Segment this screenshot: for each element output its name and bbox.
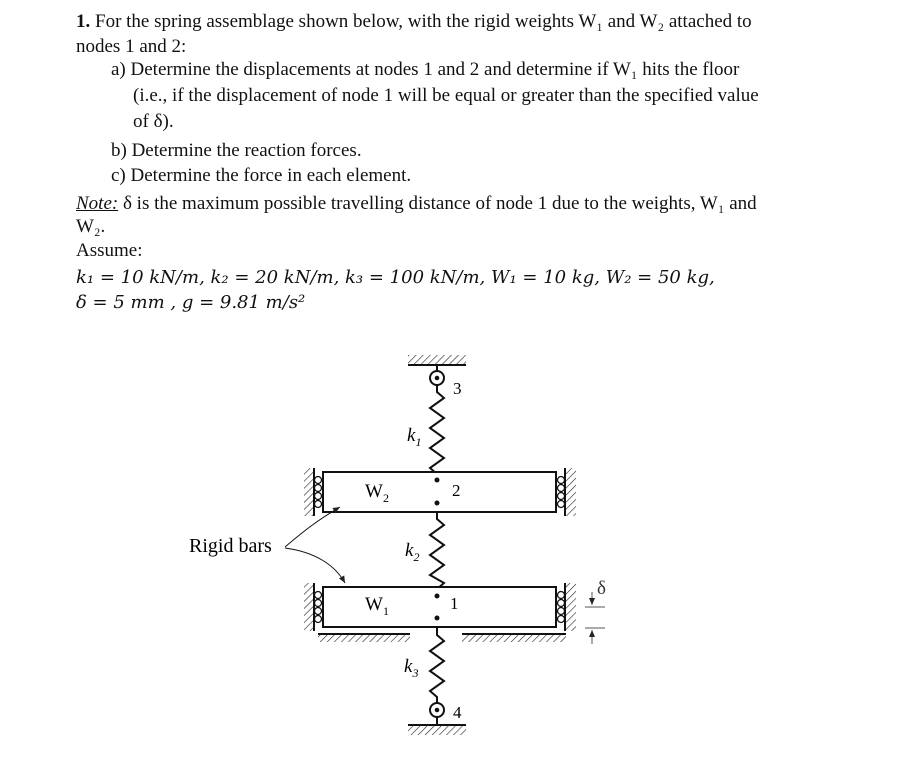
note-line2: W₂. (76, 216, 106, 237)
part-a-line1: a) Determine the displacements at nodes 1 and 2 and determine if W₁ hits the floor (111, 59, 740, 80)
node-4-label: 4 (453, 703, 462, 722)
node-1-dot-lower (435, 616, 440, 621)
spring-k1 (430, 385, 444, 480)
assume-label: Assume: (76, 240, 143, 261)
part-a-line2: (i.e., if the displacement of node 1 will be equal or greater than the specified value (133, 85, 759, 106)
spring-k2 (430, 512, 444, 596)
rigid-bar-w2 (323, 472, 556, 512)
node-2-dot (435, 478, 440, 483)
lower-left-guide (304, 583, 322, 631)
node-2-dot-lower (435, 501, 440, 506)
spring-k3 (430, 627, 444, 703)
problem-intro: For the spring assemblage shown below, with the rigid weights W₁ and W₂ attached to (95, 11, 752, 32)
equation-line2: δ = 5 mm , g = 9.81 m/s² (76, 292, 306, 313)
label-w2: $W_2$ (365, 481, 389, 505)
delta-indicator (585, 592, 605, 644)
upper-right-guide (558, 468, 577, 516)
note-text: δ is the maximum possible travelling distance of node 1 due to the weights, W₁ and (118, 193, 757, 214)
label-k3: $k_3$ (404, 656, 419, 680)
lower-right-guide (558, 583, 577, 631)
problem-intro-line2: nodes 1 and 2: (76, 36, 187, 57)
part-b: b) Determine the reaction forces. (111, 140, 362, 161)
node-1-dot (435, 594, 440, 599)
note-label: Note: (76, 193, 119, 214)
upper-left-guide (304, 468, 322, 516)
leader-to-w1 (285, 548, 345, 583)
label-k2: $k_2$ (405, 540, 420, 564)
rigid-bar-w1 (323, 587, 556, 627)
node-3-label: 3 (453, 379, 462, 398)
label-k1: $k_1$ (407, 425, 422, 449)
problem-number: 1. (76, 11, 91, 32)
part-a-line3: of δ). (133, 111, 174, 132)
label-w1: $W_1$ (365, 594, 389, 618)
rigid-bars-label: Rigid bars (189, 535, 272, 557)
equation-line1: k₁ = 10 kN/m, k₂ = 20 kN/m, k₃ = 100 kN/m, W₁ = 10 kg, W₂ = 50 kg, (76, 267, 715, 288)
node-2-label: 2 (452, 481, 461, 500)
node-1-label: 1 (450, 594, 459, 613)
part-c: c) Determine the force in each element. (111, 165, 412, 186)
delta-label: δ (597, 578, 606, 599)
